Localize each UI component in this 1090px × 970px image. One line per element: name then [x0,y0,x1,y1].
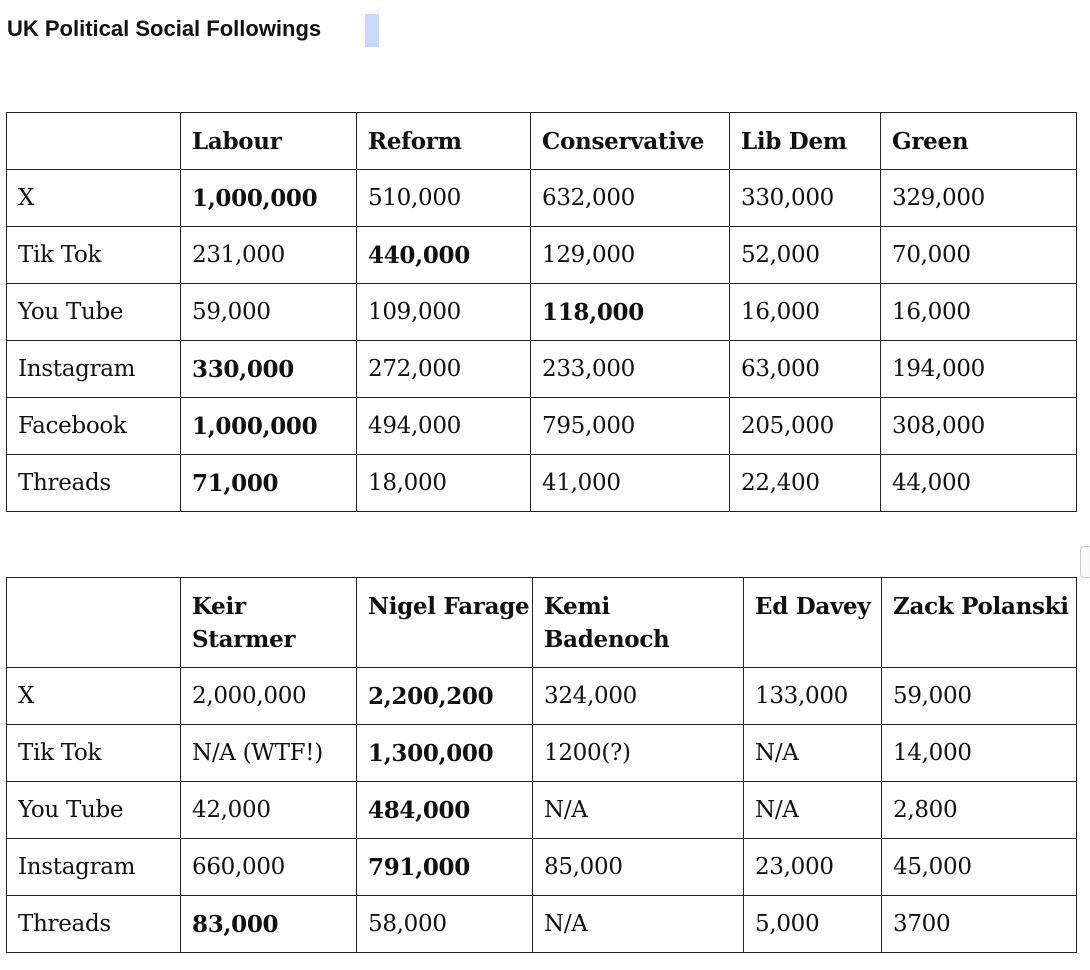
table-cell: 133,000 [744,668,882,725]
table-cell: 18,000 [357,455,531,512]
table-row [7,284,1077,341]
table-cell: 510,000 [357,170,531,227]
table-cell: 2,200,200 [357,668,533,725]
table-cell: 118,000 [531,284,730,341]
table-row [7,455,1077,512]
table-cell: 63,000 [730,341,881,398]
leaders-table [6,577,1077,953]
header-cell-empty [7,578,181,668]
table-cell: 59,000 [882,668,1077,725]
header-cell: Ed Davey [744,578,882,668]
table-cell: 59,000 [181,284,357,341]
table-row [7,398,1077,455]
table-cell: 1200(?) [533,725,744,782]
header-cell: Kemi Badenoch [533,578,744,668]
table-cell: 45,000 [882,839,1077,896]
table-cell: N/A (WTF!) [181,725,357,782]
table-cell: 58,000 [357,896,533,953]
table-cell: 330,000 [730,170,881,227]
table-cell: 329,000 [881,170,1077,227]
table-cell: 1,000,000 [181,170,357,227]
row-label: You Tube [7,284,181,341]
table-cell: 16,000 [730,284,881,341]
table-cell: 494,000 [357,398,531,455]
table-cell: 1,300,000 [357,725,533,782]
table-cell: 41,000 [531,455,730,512]
row-label: You Tube [7,782,181,839]
table-cell: 42,000 [181,782,357,839]
table-cell: 484,000 [357,782,533,839]
text-cursor-highlight [365,14,379,47]
header-cell-empty [7,113,181,170]
row-label: Instagram [7,341,181,398]
table-row [7,341,1077,398]
table-cell: N/A [744,782,882,839]
document-title: UK Political Social Followings [7,16,322,41]
row-label: Tik Tok [7,725,181,782]
table-cell: 795,000 [531,398,730,455]
table-cell: 440,000 [357,227,531,284]
table-row [7,896,1077,953]
header-cell: Zack Polanski [882,578,1077,668]
header-cell: Nigel Farage [357,578,533,668]
table-cell: 44,000 [881,455,1077,512]
table-cell: 194,000 [881,341,1077,398]
table-cell: 2,800 [882,782,1077,839]
table-cell: 205,000 [730,398,881,455]
table-cell: 5,000 [744,896,882,953]
table-header-row [7,578,1077,668]
table-cell: 231,000 [181,227,357,284]
header-cell: Conservative [531,113,730,170]
row-label: Facebook [7,398,181,455]
header-cell: Green [881,113,1077,170]
table-cell: 272,000 [357,341,531,398]
header-cell: Keir Starmer [181,578,357,668]
table-cell: 632,000 [531,170,730,227]
table-cell: 52,000 [730,227,881,284]
table-cell: 791,000 [357,839,533,896]
row-label: Threads [7,896,181,953]
table-cell: 22,400 [730,455,881,512]
table-cell: 1,000,000 [181,398,357,455]
header-cell: Reform [357,113,531,170]
side-panel-handle[interactable] [1080,546,1090,578]
table-cell: N/A [533,896,744,953]
table-cell: 71,000 [181,455,357,512]
row-label: Instagram [7,839,181,896]
parties-table [6,112,1077,512]
table-cell: 16,000 [881,284,1077,341]
header-cell: Labour [181,113,357,170]
table-cell: 233,000 [531,341,730,398]
table-cell: 330,000 [181,341,357,398]
table-row [7,227,1077,284]
table-row [7,170,1077,227]
table-cell: 109,000 [357,284,531,341]
table-cell: N/A [744,725,882,782]
table-header-row [7,113,1077,170]
table-cell: 2,000,000 [181,668,357,725]
row-label: X [7,170,181,227]
table-cell: 324,000 [533,668,744,725]
row-label: X [7,668,181,725]
row-label: Threads [7,455,181,512]
table-row [7,668,1077,725]
table-row [7,839,1077,896]
table-cell: 308,000 [881,398,1077,455]
table-cell: 70,000 [881,227,1077,284]
table-cell: 83,000 [181,896,357,953]
table-cell: 23,000 [744,839,882,896]
table-cell: N/A [533,782,744,839]
table-cell: 660,000 [181,839,357,896]
table-row [7,725,1077,782]
table-row [7,782,1077,839]
header-cell: Lib Dem [730,113,881,170]
table-cell: 129,000 [531,227,730,284]
table-cell: 3700 [882,896,1077,953]
table-cell: 85,000 [533,839,744,896]
row-label: Tik Tok [7,227,181,284]
table-cell: 14,000 [882,725,1077,782]
